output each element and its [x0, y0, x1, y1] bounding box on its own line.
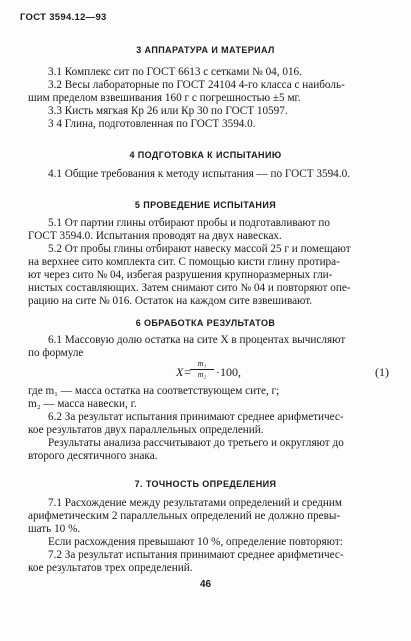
paragraph-line: рацию на сите № 016. Остаток на каждом сите взвешивают. — [28, 295, 313, 307]
paragraph-line: 5.1 От партии глины отбирают пробы и подготавливают по — [48, 217, 330, 229]
paragraph-line: 3.2 Весы лабораторные по ГОСТ 24104 4-го класса с наиболь- — [48, 79, 345, 91]
section-7-heading: 7. ТОЧНОСТЬ ОПРЕДЕЛЕНИЯ — [134, 479, 277, 489]
formula-denominator: m₂ — [197, 370, 207, 379]
paragraph-line: шим пределом взвешивания 160 г с погрешностью ±5 мг. — [28, 92, 301, 104]
paragraph-line: 7.1 Расхождение между результатами определений и средним — [48, 497, 342, 509]
running-header: ГОСТ 3594.12—93 — [20, 12, 107, 23]
paragraph-line: 3.1 Комплекс сит по ГОСТ 6613 с сетками № 04, 016. — [48, 66, 302, 78]
paragraph-line: второго десятичного знака. — [28, 450, 158, 462]
paragraph-line: Если расхождения превышают 10 %, определение повторяют: — [48, 536, 343, 548]
formula-number: (1) — [375, 365, 389, 379]
paragraph-line: на верхнее сито комплекта сит. С помощью кисти глину протира- — [28, 256, 340, 268]
section-3-heading: 3 АППАРАТУРА И МАТЕРИАЛ — [136, 45, 275, 55]
formula-rest: ·100, — [216, 365, 241, 379]
paragraph-line: шать 10 %. — [28, 523, 81, 535]
paragraph-line: m₂ — масса навески, г. — [28, 398, 137, 410]
formula-lhs: X= — [176, 365, 192, 379]
paragraph-line: ют через сито № 04, избегая разрушения крупноразмерных гли- — [28, 269, 333, 281]
formula-fraction — [190, 359, 214, 380]
paragraph-line: 7.2 За результат испытания принимают среднее арифметичес- — [48, 549, 344, 561]
paragraph-line: нистых составляющих. Затем снимают сито № 04 и повторяют опе- — [28, 282, 351, 294]
paragraph-line: ГОСТ 3594.0. Испытания проводят на двух навесках. — [28, 230, 282, 242]
paragraph-line: Результаты анализа рассчитывают до третьего и округляют до — [48, 437, 344, 449]
paragraph-line: 3 4 Глина, подготовленная по ГОСТ 3594.0. — [48, 118, 256, 130]
paragraph-line: 3.3 Кисть мягкая Кр 26 или Кр 30 по ГОСТ 10597. — [48, 105, 288, 117]
section-5-heading: 5 ПРОВЕДЕНИЕ ИСПЫТАНИЯ — [134, 200, 277, 210]
page-number: 46 — [199, 579, 212, 590]
section-6-heading: 6 ОБРАБОТКА РЕЗУЛЬТАТОВ — [135, 318, 276, 328]
paragraph-line: 6.2 За результат испытания принимают среднее арифметичес- — [48, 411, 344, 423]
section-4-heading: 4 ПОДГОТОВКА К ИСПЫТАНИЮ — [129, 150, 282, 160]
paragraph-line: 6.1 Массовую долю остатка на сите X в процентах вычисляют — [48, 334, 346, 346]
paragraph-line: по формуле — [28, 347, 84, 359]
paragraph-line: кое результатов двух параллельных определений. — [28, 424, 264, 436]
formula-numerator: m₁ — [190, 359, 214, 370]
paragraph-line: кое результатов трех определений. — [28, 562, 193, 574]
paragraph-line: 5.2 От пробы глины отбирают навеску массой 25 г и помещают — [48, 243, 351, 255]
paragraph-line: где m₁ — масса остатка на соответствующем сите, г; — [28, 385, 280, 397]
paragraph-line: 4.1 Общие требования к методу испытания — по ГОСТ 3594.0. — [48, 168, 350, 180]
paragraph-line: арифметическим 2 параллельных определений не должно превы- — [28, 510, 341, 522]
formula-1 — [0, 359, 411, 385]
